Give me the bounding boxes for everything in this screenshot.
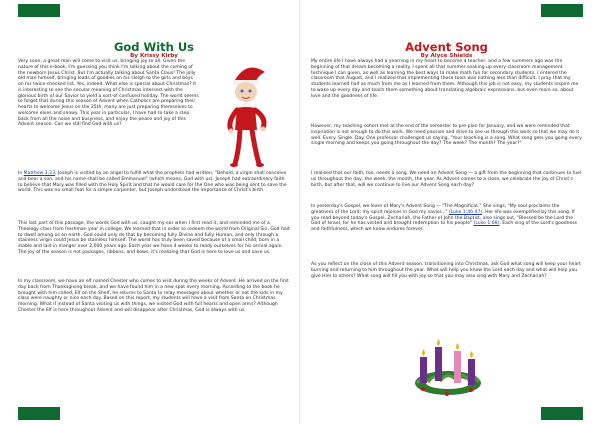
left-intro-column xyxy=(18,59,199,128)
advent-wreath-icon xyxy=(411,333,485,403)
left-paragraph-2-body: , Joseph is visited by an angel to fulfill what the prophets had written, "Behold, a virgin shall conceive and bear a son, and his name shall be called Emmanuel" (which means, God with us). Joseph had extraordinary faith to believe that Mary was filled with the Holy Spirit and that he would care for the One who was being sent to save the world. This was no small feat for a simple carpenter, but Joseph understood the importance of Christ's birth. xyxy=(18,171,287,194)
right-paragraph-4-lead: In yesterday's Gospel, we learn of Mary's Advent Song — "The Magnificat." She sings, "My soul proclaims the greatness of the Lord; my spirit rejoices in God my savior..." xyxy=(311,204,560,215)
page-spine xyxy=(299,0,300,424)
left-paragraph-3: This last part of this passage, the words God with us, caught my ear when I first read it, and reminded me of a Theology class from freshman year in college. We learned that in order to redeem the world from Original Sin, God had to dwell among us on earth. God could only do that by becoming fully Divine and fully Human, and only through a stainless virgin could Jesus be stainless himself. The world has truly been saved because of a small child, born in a stable and laid in manger over 2,000 years ago. Each year we have 4 weeks to ready ourselves for his arrival again. The joy of the season is not packages, ribbons, and bows, it's realizing that God is here to love us and save us. xyxy=(18,221,290,255)
right-paragraph-2-block xyxy=(311,124,582,147)
left-paragraph-3-block xyxy=(18,221,290,256)
right-paragraph-5: As you reflect on the close of this Advent season, transitioning into Christmas, ask God what song will keep your heart burning and returning to him throughout the year. What will help you know the Lord each day and what will help you give Him to others? What song will fill you with joy so that you may also sing with Mary and Zechariah? xyxy=(311,262,581,279)
left-author: By Krissy Kirby xyxy=(130,53,178,59)
matthew-link[interactable]: Matthew 1:23 xyxy=(23,171,56,176)
left-paragraph-4-block xyxy=(18,279,290,314)
right-paragraph-3: I realized that our faith, too, needs a song. We need an Advent Song — a gift from the beginning that continues to fuel us throughout the day, the week, the month, the year. As Advent comes to a close, we celebrate the joy of Christ's birth, but after that, will we continue to live our Advent Song each day? xyxy=(311,171,582,188)
luke-1-68-link[interactable]: (Luke 1:68) xyxy=(473,221,500,227)
right-paragraph-4-end: . Each sing of the Lord's goodness and faithfulness, which we know endures forever. xyxy=(311,221,578,232)
right-author: By Alyce Shields xyxy=(420,53,473,59)
right-paragraph-3-block xyxy=(311,171,582,188)
left-page xyxy=(18,0,290,424)
left-title: God With Us xyxy=(113,40,195,54)
left-paragraph-4: In my classroom, we have an elf named Chester who comes to visit during the weeks of Advent. He arrived on the first day back from Thanksgiving break, and we have found him in a new spot every morning. According to the book he brought with him called, Elf on the Shelf, he returns to Santa to relay messages about whether or not the kids in my class were naughty or nice each day. Based on this report, my students will have a visit from Santa on Christmas morning. What if instead of Santa visiting us with things, we visited God with full hearts and open arms? Although Chester the Elf is here throughout Advent and will disappear after Christmas, God is always with us. xyxy=(18,279,289,313)
left-paragraph-2-lead: In xyxy=(18,171,24,176)
right-paragraph-4-middle: . Her life was exemplified by this song. If you read beyond today's Gospel, Zechariah, the Father of John the Baptist, also sings out, "Blessed be the Lord the God of Israel, for he has visited and brought redemption to his people" xyxy=(311,209,575,227)
right-paragraph-2: However, my teaching cohort met at the end of the semester to pre-plan for January, and we were reminded that inspiration is not enough to do this work. We need passion and drive to see us through this work so that we may do it well. Every. Single. Day. One professor challenged us saying, "Your teaching is a song. What song gets you going every single morning and keeps you going throughout the day? The week? The month? The year?" xyxy=(311,124,582,147)
right-paragraph-5-block xyxy=(311,262,582,279)
right-paragraph-4 xyxy=(311,204,582,233)
right-paragraph-1-block xyxy=(311,59,582,99)
luke-1-46-link[interactable]: (Luke 1:46-47) xyxy=(448,209,483,215)
right-title: Advent Song xyxy=(405,40,488,54)
left-paragraph-2-block xyxy=(18,171,290,194)
right-paragraph-4-block xyxy=(311,204,582,233)
right-paragraph-1: My entire life I have always had a yearning in my heart to become a teacher, and a few summers ago was the beginning of that dream becoming a reality. I spent all that summer soaking up every classroom management technique I can given, as well as learning the best ways to make math fun for secondary students. I entered the classroom that August, and I realized that implementing those tools was nothing less than difficult. I pray that my students learned half as much from me as I learned from them. Although this job is not easy, my students inspire me to wake up every day and teach them something about translating algebraic expressions, but even more so, about love and the goodness of life. xyxy=(311,59,579,99)
elf-on-the-shelf-icon xyxy=(205,58,289,170)
left-paragraph-2 xyxy=(18,171,290,194)
left-paragraph-1: Very soon, a great man will come to visit us, bringing joy to all. Given the nature of this e-book, I'm guessing you think I'm talking about the coming of the newborn Jesus Christ. But I'm actually talking about Santa Claus! The jolly old man himself, bringing loads of goodies on his sleigh to the girls and boys on his twice-checked list. Yes, indeed. What else is special about Christmas? It is interesting to see the secular meaning of Christmas intersect with the glorious birth of our Savior to yield a sort-of confused holiday. The world seems to forget that during this season of Advent when Catholics are preparing their hearts to welcome Jesus on the 25th, many are just preparing themselves to welcome elves and snowy. This year in particular, I have had to take a step back from all the noise and busyness, and enjoy the peace and joy of this Advent season. Can we still find God with us? xyxy=(18,59,199,128)
